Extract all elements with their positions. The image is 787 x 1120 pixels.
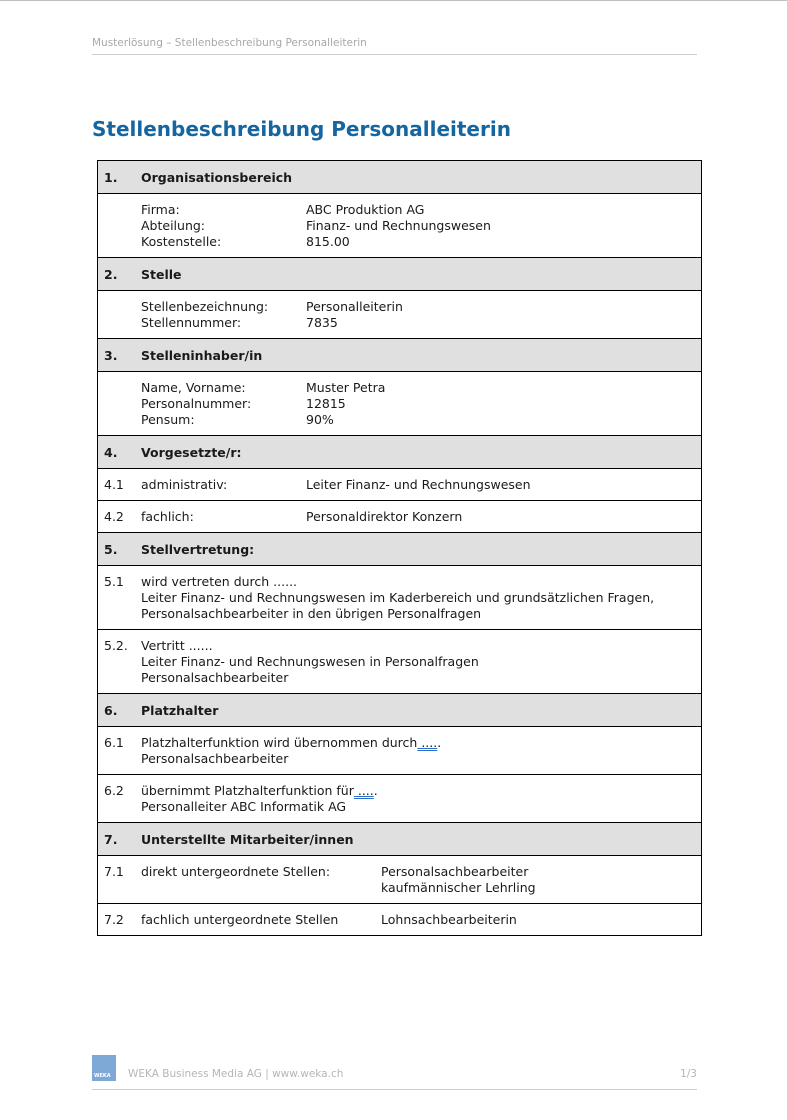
section-number: 5. [104,541,118,557]
section-title: Stelle [141,266,182,282]
field-value: 7835 [306,315,338,330]
text-line: Personalsachbearbeiter in den übrigen Personalfragen [141,606,482,621]
text-line: Platzhalterfunktion wird übernommen durch [141,735,418,750]
field-value: ABC Produktion AG [306,202,425,217]
page-number: 1/3 [680,1068,697,1080]
field-value: Personaldirektor Konzern [306,509,463,524]
section-title: Unterstellte Mitarbeiter/innen [141,831,354,847]
placeholder-dots: .... [353,783,374,798]
text-punct: . [373,783,378,798]
section-title: Stelleninhaber/in [141,347,263,363]
running-header: Musterlösung – Stellenbeschreibung Personalleiterin [92,37,697,55]
field-row [141,234,695,250]
subsection-7-1 [98,856,702,904]
text-line: Leiter Finanz- und Rechnungswesen in Personalfragen [141,654,479,669]
field-value: 815.00 [306,234,350,249]
text-line: wird vertreten durch ...... [141,574,298,589]
page-title: Stellenbeschreibung Personalleiterin [92,117,511,141]
section-body-1 [98,194,702,258]
subsection-number: 7.1 [104,864,124,879]
field-row [141,380,695,396]
logo-text: WEKA [94,1073,111,1079]
section-header-2 [98,258,702,291]
subsection-number: 6.1 [104,735,124,750]
job-description-table [97,160,702,936]
subsection-6-2 [98,775,702,823]
section-header-7 [98,823,702,856]
section-header-4 [98,436,702,469]
field-value: Finanz- und Rechnungswesen [306,218,491,233]
section-header-5 [98,533,702,566]
section-title: Platzhalter [141,702,219,718]
field-label: fachlich untergeordnete Stellen [141,912,339,927]
field-label: Stellenbezeichnung: [141,299,269,314]
section-header-1 [98,161,702,194]
field-value: kaufmännischer Lehrling [381,880,536,895]
field-label: Name, Vorname: [141,380,246,395]
section-title: Stellvertretung: [141,541,255,557]
subsection-4-2 [98,501,702,533]
field-row [141,299,695,315]
subsection-number: 7.2 [104,912,124,927]
section-header-3 [98,339,702,372]
section-title: Organisationsbereich [141,169,293,185]
subsection-number: 6.2 [104,783,124,798]
subsection-6-1 [98,727,702,775]
subsection-5-1 [98,566,702,630]
field-label: Personalnummer: [141,396,252,411]
text-line: übernimmt Platzhalterfunktion für [141,783,354,798]
subsection-4-1 [98,469,702,501]
field-value: Lohnsachbearbeiterin [381,912,517,927]
subsection-number: 5.2. [104,638,128,653]
text-line: Personalsachbearbeiter [141,751,289,766]
field-label: Stellennummer: [141,315,242,330]
field-row [141,218,695,234]
section-number: 7. [104,831,118,847]
section-title: Vorgesetzte/r: [141,444,242,460]
field-label: Kostenstelle: [141,234,222,249]
field-row [141,202,695,218]
field-value: 12815 [306,396,346,411]
text-line: Personalleiter ABC Informatik AG [141,799,347,814]
field-label: Pensum: [141,412,195,427]
weka-logo-icon [92,1055,116,1081]
section-header-6 [98,694,702,727]
field-value: 90% [306,412,334,427]
field-value: Personalleiterin [306,299,403,314]
field-value: Muster Petra [306,380,386,395]
section-body-2 [98,291,702,339]
field-label: fachlich: [141,509,194,524]
subsection-number: 4.1 [104,477,124,492]
page-footer [92,1055,697,1090]
text-punct: . [437,735,442,750]
section-body-3 [98,372,702,436]
section-number: 1. [104,169,118,185]
field-label: Firma: [141,202,180,217]
section-number: 4. [104,444,118,460]
subsection-7-2 [98,904,702,936]
top-border [0,0,787,1]
field-label: Abteilung: [141,218,206,233]
field-label: direkt untergeordnete Stellen: [141,864,331,879]
publisher-text: WEKA Business Media AG | www.weka.ch [128,1068,344,1080]
field-row [141,315,695,331]
field-row [141,396,695,412]
section-number: 2. [104,266,118,282]
text-line: Leiter Finanz- und Rechnungswesen im Kaderbereich und grundsätzlichen Fragen, [141,590,655,605]
placeholder-dots: .... [417,735,438,750]
subsection-number: 5.1 [104,574,124,589]
text-line: Vertritt ...... [141,638,213,653]
text-line: Personalsachbearbeiter [141,670,289,685]
section-number: 6. [104,702,118,718]
field-row [141,412,695,428]
field-value: Leiter Finanz- und Rechnungswesen [306,477,531,492]
subsection-5-2 [98,630,702,694]
section-number: 3. [104,347,118,363]
field-label: administrativ: [141,477,228,492]
subsection-number: 4.2 [104,509,124,524]
field-value: Personalsachbearbeiter [381,864,529,879]
